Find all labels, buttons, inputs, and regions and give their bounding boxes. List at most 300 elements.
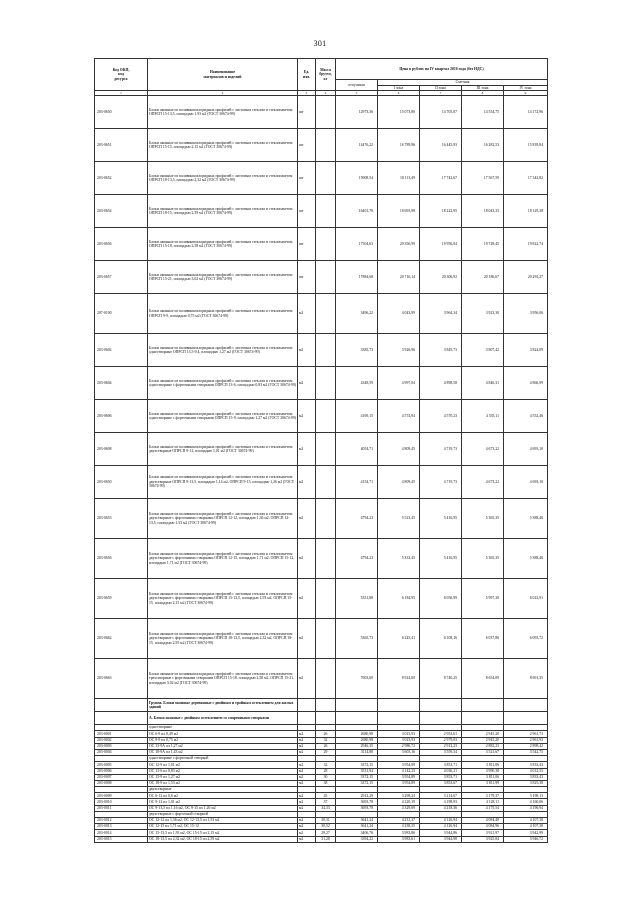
column-number: 2 <box>148 91 298 96</box>
row-price-zone-2: 3 944,98 <box>420 836 462 842</box>
row-price-zone-4: 3 824,09 <box>504 334 548 367</box>
row-mass <box>316 433 336 466</box>
row-unit: шт <box>298 96 316 129</box>
row-code: 203-0656 <box>95 539 148 579</box>
row-code: 203-0651 <box>95 129 148 162</box>
row-price-release: 4169,15 <box>336 400 378 433</box>
table-row <box>95 195 548 228</box>
row-price-zone-1: 18 113,49 <box>378 162 420 195</box>
table-row <box>95 367 548 400</box>
row-code: 203-0663 <box>95 659 148 699</box>
row-name: ОС 13-6 пл 0,83 м2 <box>148 768 298 774</box>
row-price-zone-4: 4 107,38 <box>504 818 548 824</box>
row-price-zone-3: 4 846,31 <box>462 367 504 400</box>
row-price-zone-2: 5 416,95 <box>420 499 462 539</box>
row-price-zone-4: 18 129,38 <box>504 195 548 228</box>
row-price-zone-2: 14 705,07 <box>420 96 462 129</box>
header-release-price: отпускная <box>336 80 378 91</box>
row-mass: 38 <box>316 780 336 786</box>
row-price-release: 3385,73 <box>336 334 378 367</box>
header-price-group: Цена в рублях на IV квартал 2016 года (без НДС) <box>336 59 548 80</box>
row-price-zone-3: 4 084,96 <box>462 824 504 830</box>
row-mass <box>316 619 336 659</box>
row-name: Блоки оконные из поливинилхлоридных профилей с листовым стеклом и стеклопакетом одностворные с форточными створками ОПРСП 13-6, площадью 0,83 м2 (ГОСТ 30674-99) <box>148 367 298 400</box>
row-price-release: 3406,76 <box>336 830 378 836</box>
table-row <box>95 261 548 294</box>
row-mass: 26 <box>316 731 336 737</box>
table-row <box>95 499 548 539</box>
table-row <box>95 294 548 334</box>
header-code-line: Код ОКП, <box>112 67 130 72</box>
row-code: 203-0662 <box>95 619 148 659</box>
row-unit: м2 <box>298 824 316 830</box>
row-price-zone-2: 3 944,86 <box>420 830 462 836</box>
column-number: 4 <box>316 91 336 96</box>
row-price-zone-1: 20 356,99 <box>378 228 420 261</box>
row-name: Блоки оконные из поливинилхлоридных профилей с листовым стеклом и стеклопакетом двухстворные с форточными створками ОПРСП 15-13,5, площадью 1,93 м2, ОПРСП 15-15, площадью 2,15 м2 (ГОСТ 30674-99) <box>148 579 298 619</box>
row-unit: шт <box>298 195 316 228</box>
row-price-zone-2: 4 719,73 <box>420 433 462 466</box>
row-name: Блоки оконные из поливинилхлоридных профилей с листовым стеклом и стеклопакетом двухстворные ОПРСП 9-12, площадью 1,01 м2 (ГОСТ 30674-99) <box>148 433 298 466</box>
row-price-zone-2: 4 898,58 <box>420 367 462 400</box>
row-code: 203-0007 <box>95 774 148 780</box>
row-price-zone-4: 3 825,38 <box>504 780 548 786</box>
row-name: ОС 12-15 пл 1,71 м2, ОС 15-12 <box>148 824 298 830</box>
row-price-zone-3: 3 811,99 <box>462 780 504 786</box>
empty-cell <box>462 712 504 725</box>
row-code: 203-0602 <box>95 334 148 367</box>
row-unit: м2 <box>298 294 316 334</box>
table-row <box>95 836 548 842</box>
row-price-zone-1: 3 603,16 <box>378 749 420 755</box>
row-price-zone-1: 6 184,95 <box>378 579 420 619</box>
header-unit <box>298 59 316 91</box>
row-price-zone-2: 18 222,95 <box>420 195 462 228</box>
row-unit: м2 <box>298 762 316 768</box>
row-price-release: 15908,54 <box>336 162 378 195</box>
empty-cell <box>316 712 336 725</box>
row-name: ОС 6-12 пл 0,6 м2 <box>148 793 298 799</box>
row-price-zone-2: 4 719,73 <box>420 466 462 499</box>
row-price-zone-3: 2 945,20 <box>462 737 504 743</box>
row-price-zone-1: 4 809,45 <box>378 466 420 499</box>
row-price-zone-3: 5 997,30 <box>462 579 504 619</box>
row-price-release: 17884,68 <box>336 261 378 294</box>
row-name: ОС 12-12 пл 1,36 м2, ОС 12-13,5 пл 1,53 м2 <box>148 818 298 824</box>
empty-cell <box>336 712 378 725</box>
row-name: Блоки оконные из поливинилхлоридных профилей с листовым стеклом и стеклопакетом одностворные с форточными створками ОПРСП 15-9, площадью 1,27 м2 (ГОСТ 30674-99) <box>148 400 298 433</box>
row-price-zone-1: 3 926,96 <box>378 334 420 367</box>
header-unit-line: Ед. <box>303 70 310 74</box>
row-price-zone-3: 3 923,30 <box>462 294 504 334</box>
row-unit: м2 <box>298 805 316 811</box>
row-price-zone-3: 3 925,84 <box>462 836 504 842</box>
row-price-zone-4: 3 942,99 <box>504 830 548 836</box>
column-number: 1 <box>95 91 148 96</box>
row-price-zone-1: 3 298,24 <box>378 793 420 799</box>
empty-cell <box>420 699 462 712</box>
row-price-zone-2: 4 570,23 <box>420 400 462 433</box>
group-heading-row <box>95 699 548 712</box>
row-mass <box>316 129 336 162</box>
row-code: 203-0001 <box>95 731 148 737</box>
row-name: ОС 9-13,5 пл 1,16 м2, ОС 9-15 пл 1,26 м2 <box>148 805 298 811</box>
row-unit: м2 <box>298 774 316 780</box>
row-price-zone-1: 8 924,00 <box>378 659 420 699</box>
row-price-zone-2: 2 912,23 <box>420 743 462 749</box>
row-code: 203-0608 <box>95 433 148 466</box>
row-unit: м2 <box>298 743 316 749</box>
row-price-zone-3: 2 945,20 <box>462 731 504 737</box>
row-price-zone-3: 3 179,37 <box>462 793 504 799</box>
row-price-zone-1: 4 142,23 <box>378 768 420 774</box>
header-zone-4: IV зона <box>504 85 548 91</box>
row-code: 203-0004 <box>95 749 148 755</box>
row-price-zone-2: 16 445,93 <box>420 129 462 162</box>
row-price-zone-3: 3 811,06 <box>462 774 504 780</box>
row-name: ОС 18-9А пл 1,43 м2 <box>148 749 298 755</box>
row-price-zone-3: 3 811,06 <box>462 762 504 768</box>
row-price-zone-1: 3 983,86 <box>378 830 420 836</box>
row-code: 203-0002 <box>95 737 148 743</box>
row-price-release: 2946,35 <box>336 743 378 749</box>
row-unit: м2 <box>298 433 316 466</box>
row-mass: 37 <box>316 799 336 805</box>
row-name: Блоки оконные из поливинилхлоридных профилей с листовым стеклом и стеклопакетом двухстворные с форточными створками ОПРСП 18-13,5, площадью 2,32 м2, ОПРСП 18-15, площадью 2,59 м2 (ГОСТ 30674-99) <box>148 619 298 659</box>
row-name: Блоки оконные из поливинилхлоридных профилей с листовым стеклом и стеклопакетом двухстворные ОПРСП 9-13,5, площадью 1,14 м2, ОПРСП 9-15, площадью 1,26 м2 (ГОСТ 30674-99) <box>148 466 298 499</box>
row-unit: шт <box>298 129 316 162</box>
price-table <box>94 58 548 843</box>
column-number: 3 <box>298 91 316 96</box>
row-code: 203-0650 <box>95 96 148 129</box>
table-row <box>95 400 548 433</box>
header-code-line: код <box>118 72 124 77</box>
empty-cell <box>462 699 504 712</box>
row-name: Блоки оконные из поливинилхлоридных профилей с листовым стеклом и стеклопакетом двухстворные с форточными створками ОПРСП 12-15, площадью 1,71 м2, ОПРСП 15-12, площадью 1,71 м2 (ГОСТ 30674-99) <box>148 539 298 579</box>
row-price-release: 14476,22 <box>336 129 378 162</box>
row-price-zone-1: 16 789,96 <box>378 129 420 162</box>
row-price-zone-2: 4 036,21 <box>420 768 462 774</box>
row-unit: м2 <box>298 737 316 743</box>
table-row <box>95 162 548 195</box>
row-price-release: 3496,22 <box>336 294 378 334</box>
header-mass-line: кг <box>323 76 328 81</box>
row-price-zone-2: 3 214,67 <box>420 793 462 799</box>
row-unit: м2 <box>298 334 316 367</box>
column-number: 9 <box>504 91 548 96</box>
page-number: 301 <box>313 39 327 48</box>
row-price-zone-4: 3 542,75 <box>504 749 548 755</box>
empty-cell <box>298 712 316 725</box>
row-price-zone-2: 20 306,92 <box>420 261 462 294</box>
row-price-zone-2: 2 979,03 <box>420 737 462 743</box>
table-row <box>95 228 548 261</box>
row-price-zone-2: 4 126,94 <box>420 818 462 824</box>
column-number: 8 <box>462 91 504 96</box>
header-mass-line: Масса <box>320 67 331 72</box>
row-price-release: 3372,15 <box>336 780 378 786</box>
row-code: 203-0013 <box>95 824 148 830</box>
row-price-zone-1: 5 523,45 <box>378 499 420 539</box>
header-estimate-price: Сметная <box>378 80 548 86</box>
row-name: ОС 9-12 пл 1,01 м2 <box>148 799 298 805</box>
row-price-zone-3: 14 554,75 <box>462 96 504 129</box>
header-zone-1: I зона <box>378 85 420 91</box>
row-name: ОС 13-9А пл 1,27 м2 <box>148 743 298 749</box>
row-price-zone-4: 4 107,38 <box>504 824 548 830</box>
row-price-zone-2: 4 218,36 <box>420 805 462 811</box>
row-price-zone-3: 3 807,42 <box>462 334 504 367</box>
row-code: 203-0012 <box>95 818 148 824</box>
row-name: ОС 15-9 пл 1,27 м2 <box>148 774 298 780</box>
row-price-release: 3693,78 <box>336 805 378 811</box>
row-unit: м2 <box>298 768 316 774</box>
row-price-zone-3: 4 084,48 <box>462 818 504 824</box>
row-price-zone-1: 3 954,89 <box>378 762 420 768</box>
row-unit: м2 <box>298 659 316 699</box>
row-price-release: 2680,98 <box>336 737 378 743</box>
row-price-zone-2: 4 126,94 <box>420 824 462 830</box>
row-mass: 28 <box>316 768 336 774</box>
row-unit: м2 <box>298 579 316 619</box>
empty-cell <box>336 699 378 712</box>
row-price-zone-1: 4 231,37 <box>378 818 420 824</box>
row-price-zone-1: 20 716,14 <box>378 261 420 294</box>
row-unit: м2 <box>298 836 316 842</box>
row-code: 203-0014 <box>95 830 148 836</box>
row-code: 203-0015 <box>95 836 148 842</box>
row-price-zone-1: 4 220,19 <box>378 799 420 805</box>
subgroup-label: одностворные <box>148 725 298 731</box>
row-price-zone-4: 5 388,46 <box>504 499 548 539</box>
table-header <box>95 59 548 96</box>
row-price-release: 4794,23 <box>336 499 378 539</box>
empty-cell <box>504 712 548 725</box>
row-price-zone-3: 4 535,11 <box>462 400 504 433</box>
row-mass: 30,52 <box>316 824 336 830</box>
row-price-zone-2: 6 108,16 <box>420 619 462 659</box>
row-price-zone-3: 20 186,67 <box>462 261 504 294</box>
row-unit: м2 <box>298 499 316 539</box>
row-price-zone-2: 19 956,04 <box>420 228 462 261</box>
row-price-zone-2: 8 740,25 <box>420 659 462 699</box>
row-name: Блоки оконные из поливинилхлоридных профилей с листовым стеклом и стеклопакетом ОПРСП 15-13,5, площадью 1,93 м2 (ГОСТ 30674-99) <box>148 96 298 129</box>
row-code: 203-0010 <box>95 799 148 805</box>
row-mass <box>316 499 336 539</box>
row-mass <box>316 400 336 433</box>
row-price-zone-2: 2 953,61 <box>420 731 462 737</box>
row-mass <box>316 466 336 499</box>
row-mass <box>316 294 336 334</box>
row-price-zone-2: 5 416,95 <box>420 539 462 579</box>
row-price-zone-3: 3 521,67 <box>462 749 504 755</box>
row-price-zone-2: 3 853,67 <box>420 780 462 786</box>
row-price-zone-1: 3 954,89 <box>378 780 420 786</box>
row-price-release: 4794,23 <box>336 539 378 579</box>
row-price-zone-2: 3 853,71 <box>420 762 462 768</box>
header-mass <box>316 59 336 91</box>
row-price-zone-1: 18 693,98 <box>378 195 420 228</box>
row-name: Блоки оконные из поливинилхлоридных профилей с листовым стеклом и стеклопакетом ОПРСП 18-13,5, площадью 2,32 м2 (ГОСТ 30674-99) <box>148 162 298 195</box>
row-price-zone-1: 5 333,45 <box>378 539 420 579</box>
row-mass: 32 <box>316 762 336 768</box>
row-mass <box>316 261 336 294</box>
row-price-release: 3394,22 <box>336 836 378 842</box>
row-mass <box>316 195 336 228</box>
row-price-zone-1: 4 809,45 <box>378 433 420 466</box>
header-mass-line: брутто, <box>319 72 332 77</box>
row-mass: 29,27 <box>316 830 336 836</box>
row-price-zone-4: 19 822,74 <box>504 228 548 261</box>
row-price-zone-3: 8 654,09 <box>462 659 504 699</box>
row-price-zone-3: 4 175,54 <box>462 805 504 811</box>
row-code: 203-0657 <box>95 261 148 294</box>
row-price-zone-1: 3 954,89 <box>378 774 420 780</box>
subsection-heading-row <box>95 712 548 725</box>
row-price-zone-2: 3 853,71 <box>420 774 462 780</box>
row-mass: 30 <box>316 774 336 780</box>
row-price-zone-3: 3 990,38 <box>462 768 504 774</box>
row-price-zone-4: 4 693,10 <box>504 433 548 466</box>
row-price-zone-1: 4 574,94 <box>378 400 420 433</box>
row-price-zone-2: 3 559,34 <box>420 749 462 755</box>
row-price-zone-3: 5 365,35 <box>462 499 504 539</box>
header-code <box>95 59 148 91</box>
header-name <box>148 59 298 91</box>
row-unit: м2 <box>298 539 316 579</box>
row-price-release: 7603,00 <box>336 659 378 699</box>
row-price-zone-4: 20 292,27 <box>504 261 548 294</box>
row-code: 203-0652 <box>95 162 148 195</box>
table-row <box>95 466 548 499</box>
column-number: 5 <box>336 91 378 96</box>
row-price-zone-1: 3 023,93 <box>378 731 420 737</box>
row-price-zone-4: 4 012,53 <box>504 768 548 774</box>
subgroup-label: двухстворные с форточной створкой <box>148 811 298 817</box>
row-unit: шт <box>298 261 316 294</box>
row-name: Блоки оконные из поливинилхлоридных профилей с листовым стеклом и стеклопакетом ОПРСП 15-18, площадью 2,58 м2 (ГОСТ 30674-99) <box>148 228 298 261</box>
row-price-zone-4: 4 552,46 <box>504 400 548 433</box>
empty-cell <box>316 699 336 712</box>
row-price-zone-2: 3 964,34 <box>420 294 462 334</box>
row-code: 203-0008 <box>95 780 148 786</box>
row-price-zone-4: 3 198,13 <box>504 793 548 799</box>
row-code: 203-0659 <box>95 579 148 619</box>
row-price-zone-4: 4 196,94 <box>504 805 548 811</box>
row-price-zone-4: 5 388,46 <box>504 539 548 579</box>
row-name: ОС 15-13,5 пл 1,93 м2, ОС 15-15 пл 2,15 м2 <box>148 830 298 836</box>
row-mass: 34,33 <box>316 805 336 811</box>
table-row <box>95 96 548 129</box>
header-name-line: материалов и изделий <box>203 74 242 79</box>
row-price-zone-4: 15 839,84 <box>504 129 548 162</box>
row-name: Блоки оконные из поливинилхлоридных профилей с листовым стеклом и стеклопакетом ОПРСП 15-21, площадью 3,02 м2 (ГОСТ 30674-99) <box>148 261 298 294</box>
table-row <box>95 433 548 466</box>
header-unit-line: изм. <box>302 74 311 79</box>
row-unit: м2 <box>298 466 316 499</box>
row-price-release: 3641,24 <box>336 818 378 824</box>
row-price-zone-2: 6 056,99 <box>420 579 462 619</box>
row-mass: 32 <box>316 737 336 743</box>
table-row <box>95 579 548 619</box>
row-mass <box>316 228 336 261</box>
row-price-release: 3372,15 <box>336 762 378 768</box>
column-number: 7 <box>420 91 462 96</box>
row-price-zone-4: 4 693,10 <box>504 466 548 499</box>
row-code: 203-0009 <box>95 793 148 799</box>
row-code <box>95 699 148 712</box>
row-code: 203-0653 <box>95 499 148 539</box>
row-price-zone-3: 5 365,35 <box>462 539 504 579</box>
row-price-zone-4: 4 866,99 <box>504 367 548 400</box>
row-mass: 29 <box>316 749 336 755</box>
row-price-zone-1: 3 023,93 <box>378 737 420 743</box>
row-price-release: 17504,63 <box>336 228 378 261</box>
row-unit: м2 <box>298 830 316 836</box>
row-price-zone-2: 4 198,93 <box>420 799 462 805</box>
table-row <box>95 539 548 579</box>
empty-cell <box>420 712 462 725</box>
row-price-zone-3: 3 921,97 <box>462 830 504 836</box>
row-name: Блоки оконные из поливинилхлоридных профилей с листовым стеклом и стеклопакетом ОПРСП 18-15, площадью 2,59 м2 (ГОСТ 30674-99) <box>148 195 298 228</box>
table-row <box>95 334 548 367</box>
row-price-zone-4: 3 956,06 <box>504 294 548 334</box>
row-price-release: 4054,71 <box>336 433 378 466</box>
row-code: 203-0005 <box>95 762 148 768</box>
row-mass <box>316 579 336 619</box>
row-unit: шт <box>298 162 316 195</box>
row-price-zone-4: 17 342,82 <box>504 162 548 195</box>
row-code: 203-0654 <box>95 195 148 228</box>
row-unit: м2 <box>298 793 316 799</box>
row-price-release: 4348,59 <box>336 367 378 400</box>
row-code: 203-0604 <box>95 367 148 400</box>
row-price-zone-1: 15 073,80 <box>378 96 420 129</box>
empty-cell <box>378 699 420 712</box>
row-price-zone-1: 4 238,25 <box>378 824 420 830</box>
row-price-zone-1: 6 245,41 <box>378 619 420 659</box>
row-price-zone-3: 17 567,59 <box>462 162 504 195</box>
row-price-zone-2: 3 849,73 <box>420 334 462 367</box>
row-code: 203-0606 <box>95 400 148 433</box>
row-price-release: 3531,94 <box>336 768 378 774</box>
row-price-zone-4: 3 833,43 <box>504 774 548 780</box>
header-zone-3: III зона <box>462 85 504 91</box>
row-name: Блоки оконные из поливинилхлоридных профилей с листовым стеклом и стеклопакетом ОПРСП 9-9, площадью 0,75 м2 (ГОСТ 30674-99) <box>148 294 298 334</box>
row-mass <box>316 96 336 129</box>
row-price-zone-3: 4 673,22 <box>462 466 504 499</box>
row-price-release: 3114,88 <box>336 749 378 755</box>
row-price-zone-3: 4 673,22 <box>462 433 504 466</box>
row-price-zone-4: 2 961,73 <box>504 731 548 737</box>
row-price-zone-3: 18 043,33 <box>462 195 504 228</box>
row-price-zone-3: 4 128,11 <box>462 799 504 805</box>
header-name-line: Наименование <box>209 70 236 74</box>
row-price-zone-4: 3 833,43 <box>504 762 548 768</box>
row-price-release: 12973,36 <box>336 96 378 129</box>
row-price-zone-3: 16 282,53 <box>462 129 504 162</box>
header-code-line: ресурса <box>114 76 128 81</box>
row-code: 203-0006 <box>95 768 148 774</box>
row-price-zone-2: 17 742,67 <box>420 162 462 195</box>
row-mass: 26 <box>316 743 336 749</box>
header-zone-2: II зона <box>420 85 462 91</box>
row-price-release: 16401,78 <box>336 195 378 228</box>
row-mass <box>316 659 336 699</box>
row-name: ОС 6-9 пл 0,49 м2 <box>148 731 298 737</box>
row-unit: шт <box>298 228 316 261</box>
row-price-release: 3641,24 <box>336 824 378 830</box>
